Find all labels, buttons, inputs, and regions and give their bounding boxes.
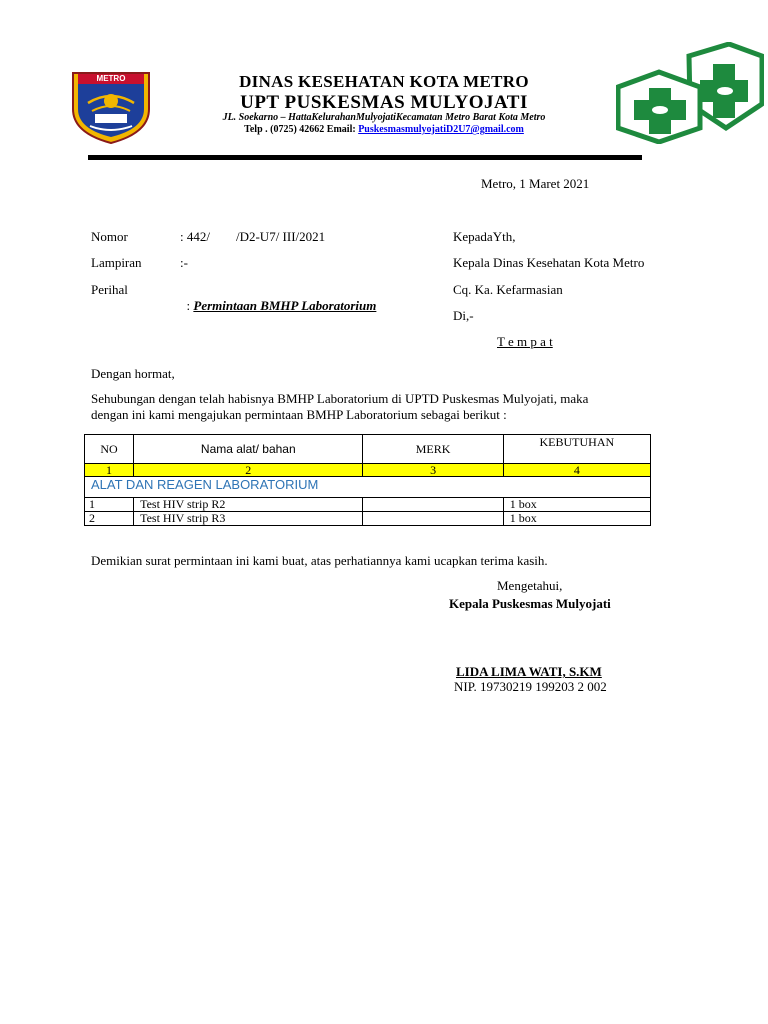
paragraph-line-1: Sehubungan dengan telah habisnya BMHP Laboratorium di UPTD Puskesmas Mulyojati, maka — [91, 391, 589, 406]
perihal-field — [180, 282, 376, 314]
table-row — [85, 512, 651, 526]
puskesmas-logo — [616, 42, 764, 144]
signatory-title: Kepala Puskesmas Mulyojati — [449, 596, 611, 611]
row-name: Test HIV strip R2 — [134, 498, 363, 512]
row-name: Test HIV strip R3 — [134, 512, 363, 526]
header-divider — [88, 155, 642, 160]
recipient-tempat: T e m p a t — [497, 334, 553, 349]
nomor-value: : 442/ /D2-U7/ III/2021 — [180, 229, 326, 244]
number-cell: 3 — [363, 464, 503, 477]
lampiran-value: :- — [180, 255, 188, 270]
perihal-label: Perihal — [91, 282, 128, 297]
header-need: KEBUTUHAN — [503, 435, 650, 464]
email-link[interactable]: PuskesmasmulyojatiD2U7@gmail.com — [358, 124, 524, 135]
row-need: 1 box — [503, 498, 650, 512]
recipient-di: Di,- — [453, 308, 474, 323]
row-merk — [363, 512, 503, 526]
recipient-greeting: KepadaYth, — [453, 229, 516, 244]
header-name: Nama alat/ bahan — [134, 435, 363, 464]
table-number-row — [85, 464, 651, 477]
paragraph-line-2: dengan ini kami mengajukan permintaan BMHP Laboratorium sebagai berikut : — [91, 407, 507, 422]
row-need: 1 box — [503, 512, 650, 526]
table-section-row — [85, 477, 651, 498]
row-no: 2 — [85, 512, 134, 526]
row-no: 1 — [85, 498, 134, 512]
table-header-row — [85, 435, 651, 464]
signatory-nip: NIP. 19730219 199203 2 002 — [454, 679, 607, 694]
number-cell: 2 — [134, 464, 363, 477]
row-merk — [363, 498, 503, 512]
perihal-colon: : — [186, 298, 194, 313]
header-no: NO — [85, 435, 134, 464]
number-cell: 4 — [503, 464, 650, 477]
mengetahui: Mengetahui, — [497, 578, 563, 593]
number-cell: 1 — [85, 464, 134, 477]
nomor-label: Nomor — [91, 229, 128, 244]
signatory-name: LIDA LIMA WATI, S.KM — [456, 664, 602, 679]
logo-text: METRO — [96, 74, 126, 83]
header-merk: MERK — [363, 435, 503, 464]
letter-date: Metro, 1 Maret 2021 — [481, 176, 590, 191]
agency-name: DINAS KESEHATAN KOTA METRO — [239, 72, 529, 91]
greeting: Dengan hormat, — [91, 366, 175, 381]
recipient-cq: Cq. Ka. Kefarmasian — [453, 282, 563, 297]
request-table — [84, 434, 651, 526]
table-row — [85, 498, 651, 512]
lampiran-label: Lampiran — [91, 255, 142, 270]
section-title: ALAT DAN REAGEN LABORATORIUM — [85, 477, 651, 498]
puskesmas-name: UPT PUSKESMAS MULYOJATI — [240, 92, 528, 113]
perihal-value: Permintaan BMHP Laboratorium — [193, 298, 377, 313]
recipient-office: Kepala Dinas Kesehatan Kota Metro — [453, 255, 645, 270]
address-line: JL. Soekarno – HattaKelurahanMulyojatiKecamatan Metro Barat Kota Metro — [222, 112, 546, 123]
closing-paragraph: Demikian surat permintaan ini kami buat, atas perhatiannya kami ucapkan terima kasih. — [91, 553, 548, 568]
telp-text: Telp . (0725) 42662 Email: — [244, 124, 359, 135]
